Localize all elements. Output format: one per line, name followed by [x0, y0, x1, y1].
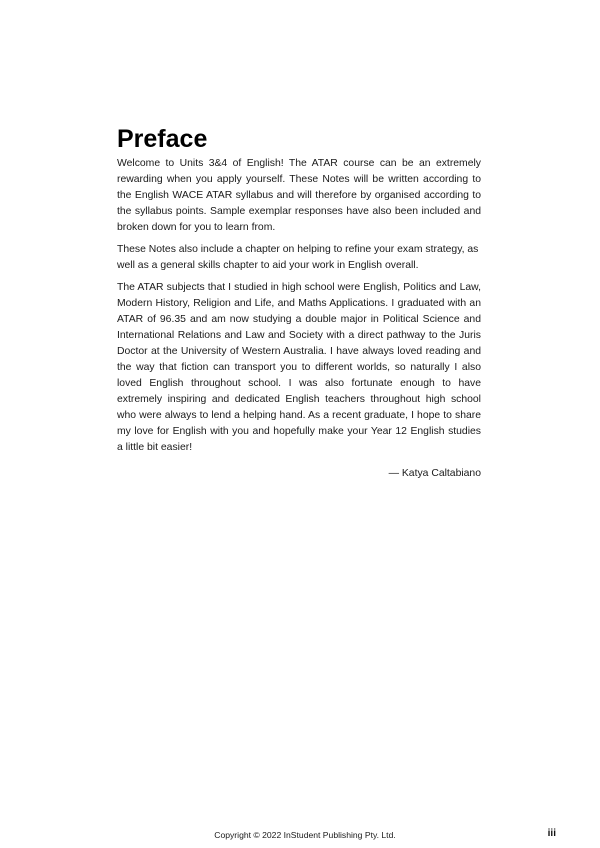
- paragraph-author-bio: The ATAR subjects that I studied in high school were English, Politics and Law, Modern History, Religion and Life, and Maths Applications. I graduated with an ATAR of 96.35 and am now studying a double major in Political Science and International Relations and Law and Society with a direct pathway to the Juris Doctor at the University of Western Australia. I have always loved reading and the way that fiction can transport you to different worlds, so naturally I also loved English throughout school. I was also fortunate enough to have extremely inspiring and dedicated English teachers throughout high school who were always to lend a helping hand. As a recent graduate, I hope to share my love for English with you and hopefully make your Year 12 English studies a little bit easier!: [117, 282, 481, 453]
- copyright-notice: Copyright © 2022 InStudent Publishing Pty. Ltd.: [214, 830, 396, 840]
- paragraph-chapters: These Notes also include a chapter on helping to refine your exam strategy, as well as a general skills chapter to aid your work in English overall.: [117, 244, 479, 271]
- author-signature: — Katya Caltabiano: [388, 468, 481, 479]
- paragraph-welcome: Welcome to Units 3&4 of English! The ATAR course can be an extremely rewarding when you apply yourself. These Notes will be written according to the English WACE ATAR syllabus and will therefore by organised according to the syllabus points. Sample exemplar responses have also been included and broken down for you to learn from.: [117, 158, 481, 233]
- preface-section: [117, 124, 481, 482]
- page-number: iii: [547, 828, 556, 839]
- page-title: Preface: [117, 125, 208, 153]
- page-footer: [0, 829, 600, 843]
